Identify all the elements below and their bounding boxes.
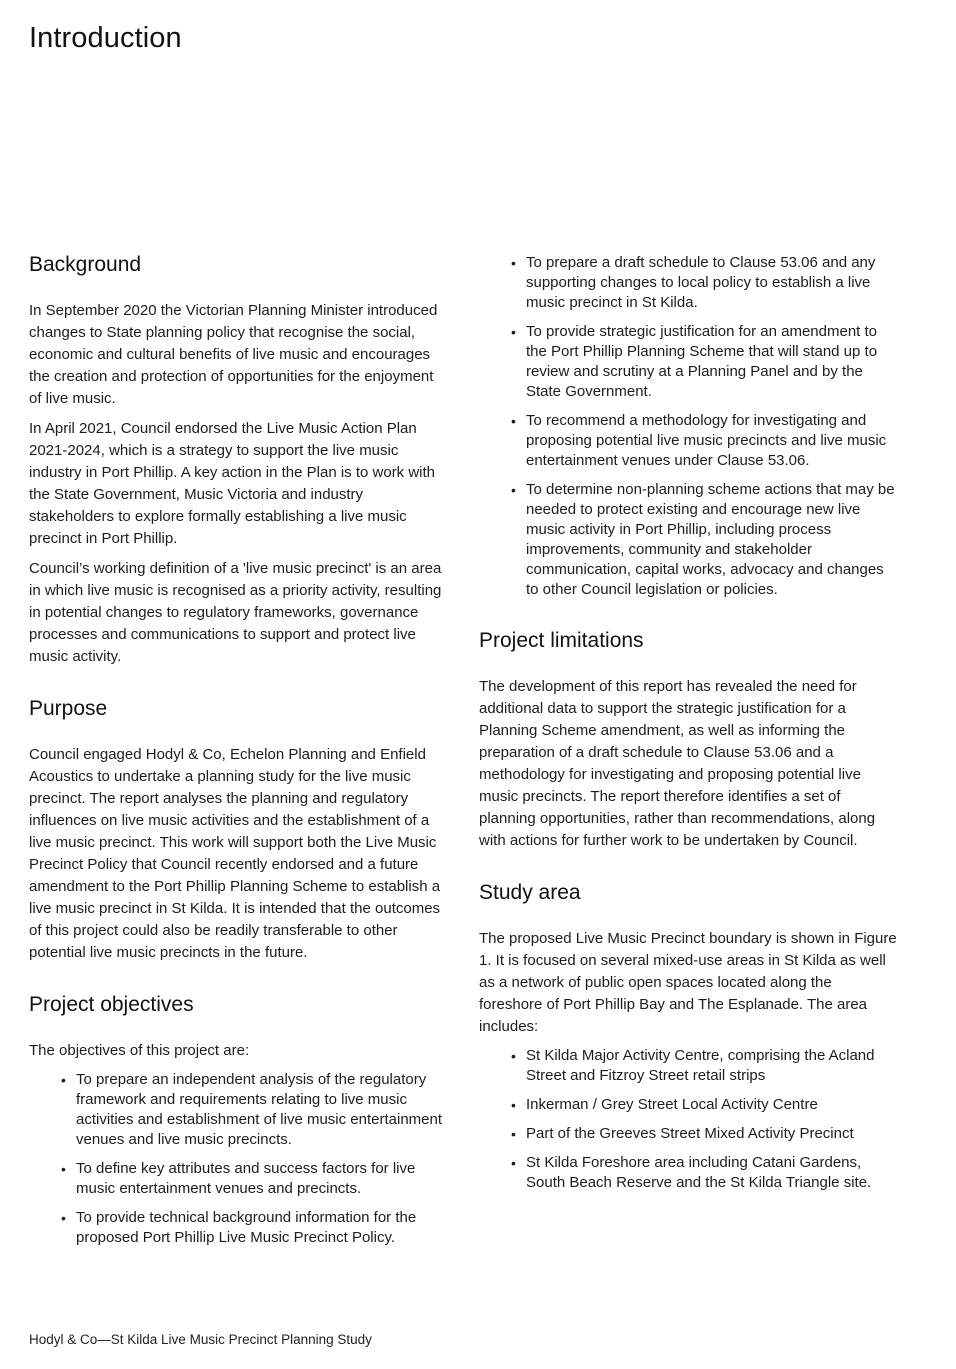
background-section bbox=[29, 248, 449, 668]
objective-item: • To recommend a methodology for investigating and proposing potential live music precincts and live music entertainment venues under Clause 53.06. bbox=[526, 411, 899, 471]
background-paragraph-3: Council’s working definition of a 'live music precinct' is an area in which live music is recognised as a priority activity, resulting in potential changes to regulatory frameworks, governance processes and communications to support and protect live music activity. bbox=[29, 560, 442, 665]
page-footer: Hodyl & Co—St Kilda Live Music Precinct Planning Study bbox=[29, 1332, 372, 1347]
study-area-item: • St Kilda Foreshore area including Catani Gardens, South Beach Reserve and the St Kilda Triangle site. bbox=[526, 1153, 899, 1193]
objective-item: • To provide strategic justification for an amendment to the Port Phillip Planning Scheme that will stand up to review and scrutiny at a Planning Panel and by the State Government. bbox=[526, 322, 899, 402]
purpose-section bbox=[29, 692, 449, 964]
objective-item: • To prepare a draft schedule to Clause 53.06 and any supporting changes to local policy to establish a live music precinct in St Kilda. bbox=[526, 253, 899, 313]
background-paragraph-1: In September 2020 the Victorian Planning Minister introduced changes to State planning policy that recognise the social, economic and cultural benefits of live music and encourages the creation and protection of opportunities for the enjoyment of live music. bbox=[29, 302, 438, 407]
study-area-list bbox=[479, 1046, 899, 1193]
study-area-item: • Inkerman / Grey Street Local Activity Centre bbox=[526, 1095, 899, 1115]
background-heading: Background bbox=[29, 253, 142, 276]
objectives-list-continued bbox=[479, 253, 899, 600]
objectives-heading: Project objectives bbox=[29, 993, 194, 1016]
limitations-heading: Project limitations bbox=[479, 629, 644, 652]
right-column bbox=[479, 253, 899, 1202]
study-area-heading: Study area bbox=[479, 881, 581, 904]
limitations-paragraph: The development of this report has revealed the need for additional data to support the strategic justification for a Planning Scheme amendment, as well as informing the preparation of a draft schedule to Clause 53.06 and a methodology for investigating and proposing potential live music precincts. The report therefore identifies a set of planning opportunities, rather than recommendations, along with actions for further work to be undertaken by Council. bbox=[479, 678, 876, 849]
left-column bbox=[29, 248, 449, 1257]
objective-item: • To define key attributes and success factors for live music entertainment venues and precincts. bbox=[76, 1159, 449, 1199]
objective-item: • To provide technical background information for the proposed Port Phillip Live Music Precinct Policy. bbox=[76, 1208, 449, 1248]
objectives-list bbox=[29, 1070, 449, 1248]
study-area-section bbox=[479, 876, 899, 1193]
study-area-intro: The proposed Live Music Precinct boundary is shown in Figure 1. It is focused on several mixed-use areas in St Kilda as well as a network of public open spaces located along the foreshore of Port Phillip Bay and The Esplanade. The area includes: bbox=[479, 930, 897, 1035]
objective-item: • To prepare an independent analysis of the regulatory framework and requirements relating to live music activities and establishment of live music entertainment venues and live music precincts. bbox=[76, 1070, 449, 1150]
background-paragraph-2: In April 2021, Council endorsed the Live Music Action Plan 2021-2024, which is a strategy to support the live music industry in Port Phillip. A key action in the Plan is to work with the State Government, Music Victoria and industry stakeholders to explore formally establishing a live music precinct in Port Phillip. bbox=[29, 420, 436, 547]
purpose-heading: Purpose bbox=[29, 697, 108, 720]
page-title: Introduction bbox=[29, 22, 182, 54]
objectives-section bbox=[29, 988, 449, 1248]
objective-item: • To determine non-planning scheme actions that may be needed to protect existing and encourage new live music activity in Port Phillip, including process improvements, community and stakeholder communication, capital works, advocacy and changes to other Council legislation or policies. bbox=[526, 480, 899, 600]
study-area-item: • Part of the Greeves Street Mixed Activity Precinct bbox=[526, 1124, 899, 1144]
objectives-intro: The objectives of this project are: bbox=[29, 1042, 250, 1059]
limitations-section bbox=[479, 624, 899, 852]
purpose-paragraph: Council engaged Hodyl & Co, Echelon Planning and Enfield Acoustics to undertake a planning study for the live music precinct. The report analyses the planning and regulatory influences on live music activities and the establishment of a live music precinct. This work will support both the Live Music Precinct Policy that Council recently endorsed and a future amendment to the Port Phillip Planning Scheme to establish a live music precinct in St Kilda. It is intended that the outcomes of this project could also be readily transferable to other potential live music precincts in the future. bbox=[29, 746, 441, 961]
study-area-item: • St Kilda Major Activity Centre, comprising the Acland Street and Fitzroy Street retail strips bbox=[526, 1046, 899, 1086]
